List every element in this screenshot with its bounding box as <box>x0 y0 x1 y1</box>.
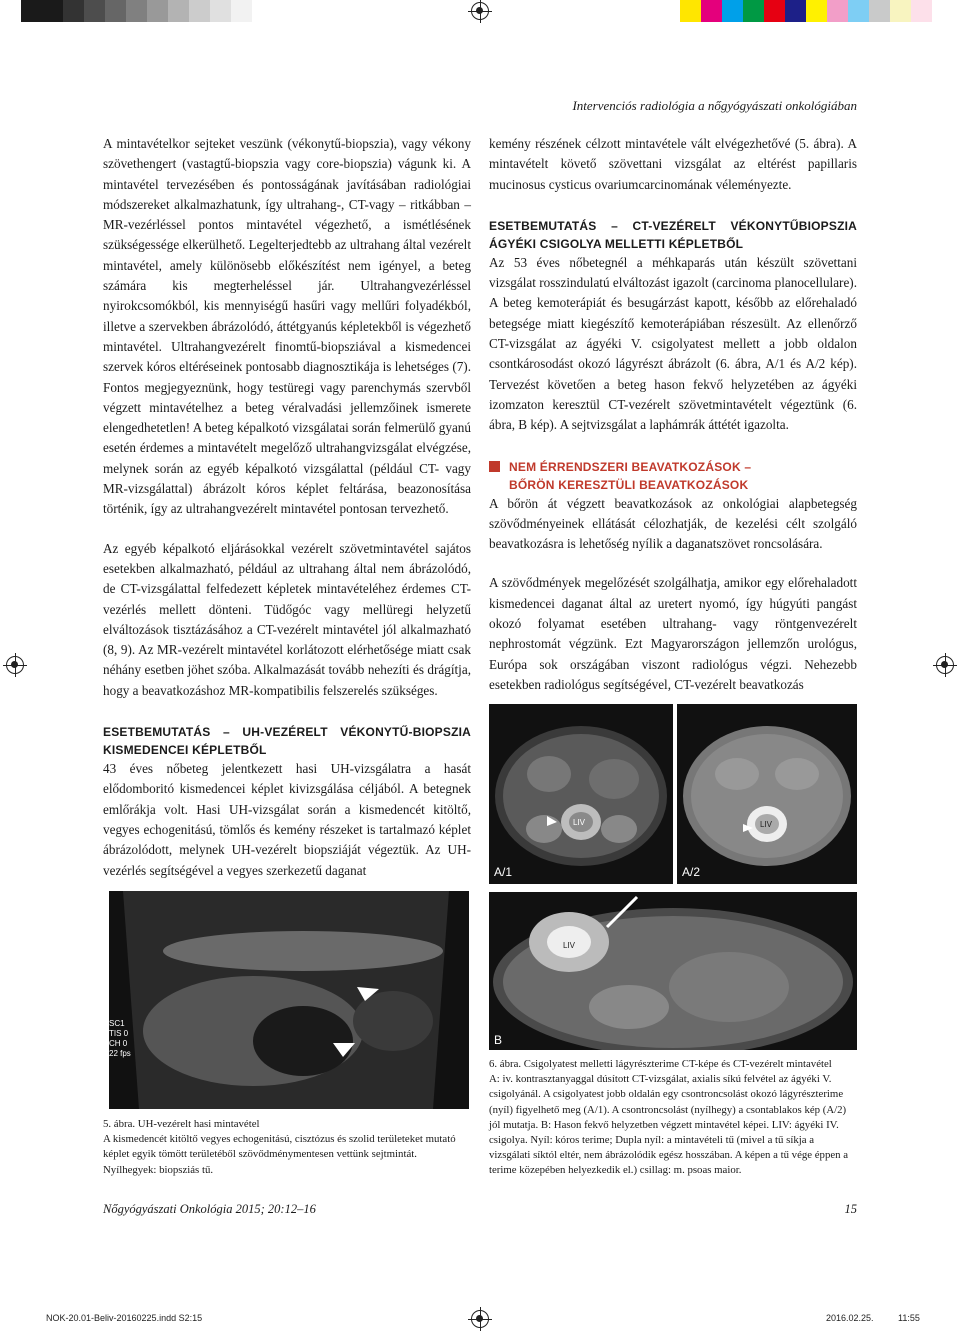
ct-image-a1 <box>489 704 673 884</box>
figure-5-caption: 5. ábra. UH-vezérelt hasi mintavétel A kismedencét kitöltő vegyes echogenitású, cisztózus és szolid területeket mutató képlet egyik tömött területéből szövődménymentesen vettünk sejtmintát. Nyílhegyek: biopsziás tű. <box>103 1118 456 1176</box>
print-bar-left <box>0 0 252 22</box>
image-label: A/1 <box>494 865 513 879</box>
slug-time: 11:55 <box>898 1313 920 1323</box>
ultrasound-image <box>103 891 469 1109</box>
running-header: Intervenciós radiológia a nőgyógyászati onkológiában <box>572 98 857 113</box>
paragraph: A bőrön át végzett beavatkozások az onkológiai alapbetegség szövődményeinek ellátását célozhatják, de kezelési célt szolgáló beavatkozásra is lehetőség nyílik a daganatszövet roncsolására. <box>489 495 857 552</box>
svg-text:LIV: LIV <box>563 941 576 950</box>
svg-text:LIV: LIV <box>573 818 586 827</box>
paragraph: 43 éves nőbeteg jelentkezett hasi UH-vizsgálatra a hasát elődomboritó kismedencei képlet kivizsgálása céljából. A betegnek emlőrákja volt. Hasi UH-vizsgálat során a kismedencét kitöltő, vegyes echogenitású, tömlős és kemény részeket is tartalmazó képlet ábrázolódott, melynek UH-vezérelt biopsziáját végeztük. Az UH-vezérlés segítségével a vegyes szerkezetű daganat <box>103 761 471 878</box>
left-column <box>103 134 471 900</box>
case-heading: ESETBEMUTATÁS – CT-VEZÉRELT VÉKONYTŰBIOPSZIA ÁGYÉKI CSIGOLYA MELLETTI KÉPLETBŐL <box>489 218 857 251</box>
ct-image-b <box>489 892 857 1050</box>
registration-mark-icon <box>471 1310 489 1328</box>
registration-mark-icon <box>936 656 954 674</box>
case-heading: ESETBEMUTATÁS – UH-VEZÉRELT VÉKONYTŰ-BIOPSZIA KISMEDENCEI KÉPLETBŐL <box>103 725 471 758</box>
ultrasound-overlay: SC1 TIS 0 CH 0 22 fps <box>109 1019 131 1058</box>
paragraph: Az 53 éves nőbetegnél a méhkaparás után készült szövettani vizsgálat rosszindulatú elváltozást igazolt (carcinoma planocellulare). A beteg kemoterápiát és besugárzást kapott, később az előrehaladó betegsége miatt kiegészítő kemoterápiában részesült. Az ellenőrző CT-vizsgálat az ágyéki V. csigolyatest mellett a jobb oldalon csontkárosodást okozó lágyrészt ábrázolt (6. ábra, A/1 és A/2 kép). Tervezést követően a beteg hason fekvő helyzetében az ágyéki izomzaton keresztül CT-vezérelt szövetmintavételt végeztünk (6. ábra, B kép). A sejtvizsgálat a laphámrák áttétét igazolta. <box>489 254 857 433</box>
section-heading: NEM ÉRRENDSZERI BEAVATKOZÁSOK – BŐRÖN KERESZTÜLI BEAVATKOZÁSOK <box>489 458 857 494</box>
paragraph: Az egyéb képalkotó eljárásokkal vezérelt szövetmintavétel sajátos esetekben alkalmazható, például az ultrahang által nem ábrázolódó, de CT-vizsgálattal felfedezett képletek mintavételéhez érdemes CT-vezérlés mellett dönteni. Tüdőgóc vagy mellüregi helyzetű elváltozások tisztázásához a CT-vezérelt mintavétel jól alkalmazható (8, 9). Az MR-vezérelt mintavétel korlátozott elérhetősége miatt csak néhány esetben jöhet szóba. Alkalmazását tovább nehezíti és drágítja, hogy a beavatkozáshoz MR-kompatibilis felszerelés szükséges. <box>103 540 471 698</box>
file-slug: NOK-20.01-Beliv-20160225.indd S2:15 <box>46 1313 203 1323</box>
figure-6-caption: 6. ábra. Csigolyatest melletti lágyrészterime CT-képe és CT-vezérelt mintavétel A: iv. kontrasztanyaggal dúsított CT-vizsgálat, axialis síkú felvétel az ágyéki V. csigolyánál. A csigolyatest jobb oldalán egy csontroncsolást okozó lágyrészterime (nyíl) figyelhető meg (A/1). A csontroncsolást (nyílhegy) a csontablakos kép (A/2) jól mutatja. B: Hason fekvő helyzetben végzett mintavétel képei. LIV: ágyéki IV. csigolya. Nyíl: kóros terime; Dupla nyíl: a mintavételi tű (mivel a tű síkja a vizsgálati síktól eltér, nem ábrázolódik egész hosszában. A képen a tű vége éppen a terime közepében helyezkedik el.) csillag: m. psoas maior. <box>489 1058 849 1177</box>
paragraph: A mintavételkor sejteket veszünk (vékonytű-biopszia), vagy vékony szövethengert (vastagtű-biopszia vagy core-biopszia) vágunk ki. A mintavétel tervezésében és pontosságának javításában radiológiai módszereket alkalmazhatunk, így ultrahang-, CT-vagy – ritkábban – MR-vezérléssel pontos mintavétel végezhető, a ismétlésének szükségessége elkerülhető. Legelterjedtebb az ultrahang által vezérelt mintavétel, amely különösebb előkészítést nem igényel, a beteg számára kis megterheléssel jár. Ultrahangvezérléssel nyirokcsomókból, kis mennyiségű hasűri vagy mellűri folyadékból, illetve a szervekben ábrázolódó, áttétgyanús képletekből is végezhető mintavétel. Ultrahangvezérelt finomtű-biopsziával a kismedencei szervek kóros eltéréseinek pontosabb diagnosztikája is lehetséges (7). Fontos megjegyeznünk, hogy testüregi vagy parenchymás szervből végzett mintavételhez a beteg véralvadási jellemzőinek ismerete elengedhetetlen! A beteg képalkotó vizsgálatai során felmerülő gyanú esetén érdemes a mintavételt megelőző ultrahangvizsgálat elvégzése, melynek során az egyéb képalkotó vizsgálattal (például CT- vagy MR-vizsgálattal) ábrázolt kóros képlet feltárása, beazonosítása történik, így az ultrahangvezérelt mintavétel pontosan tervezhető. <box>103 136 471 517</box>
print-bar-right <box>680 0 932 22</box>
section-marker-icon <box>489 461 500 472</box>
slug-date: 2016.02.25. <box>826 1313 874 1323</box>
registration-mark-icon <box>6 656 24 674</box>
ct-image-a2 <box>677 704 857 884</box>
svg-text:LIV: LIV <box>760 820 773 829</box>
paragraph: A szövődmények megelőzését szolgálhatja, amikor egy előrehaladott kismedencei daganat által az uretert nyomó, így húgyúti pangást okozó folyamat esetében ultrahang- vagy röntgenvezérelt nephrostomát végzünk. Ezt Magyarországon jellemzőn urológus, Európa sok országában viszont radiológus végzi. Nehezebb esetekben radiológus segítségével, CT-vezérelt beavatkozás <box>489 575 857 692</box>
right-column <box>489 134 857 714</box>
page-number: 15 <box>844 1202 857 1216</box>
image-label: B <box>494 1033 503 1047</box>
paragraph: kemény részének célzott mintavétele vált elvégezhetővé (5. ábra). A mintavételt követő szövettani vizsgálat az eltérést papillaris mucinosus cysticus ovariumcarcinomának véleményezte. <box>489 136 857 192</box>
journal-citation: Nőgyógyászati Onkológia 2015; 20:12–16 <box>103 1202 316 1216</box>
registration-mark-icon <box>471 2 489 20</box>
image-label: A/2 <box>682 865 701 879</box>
